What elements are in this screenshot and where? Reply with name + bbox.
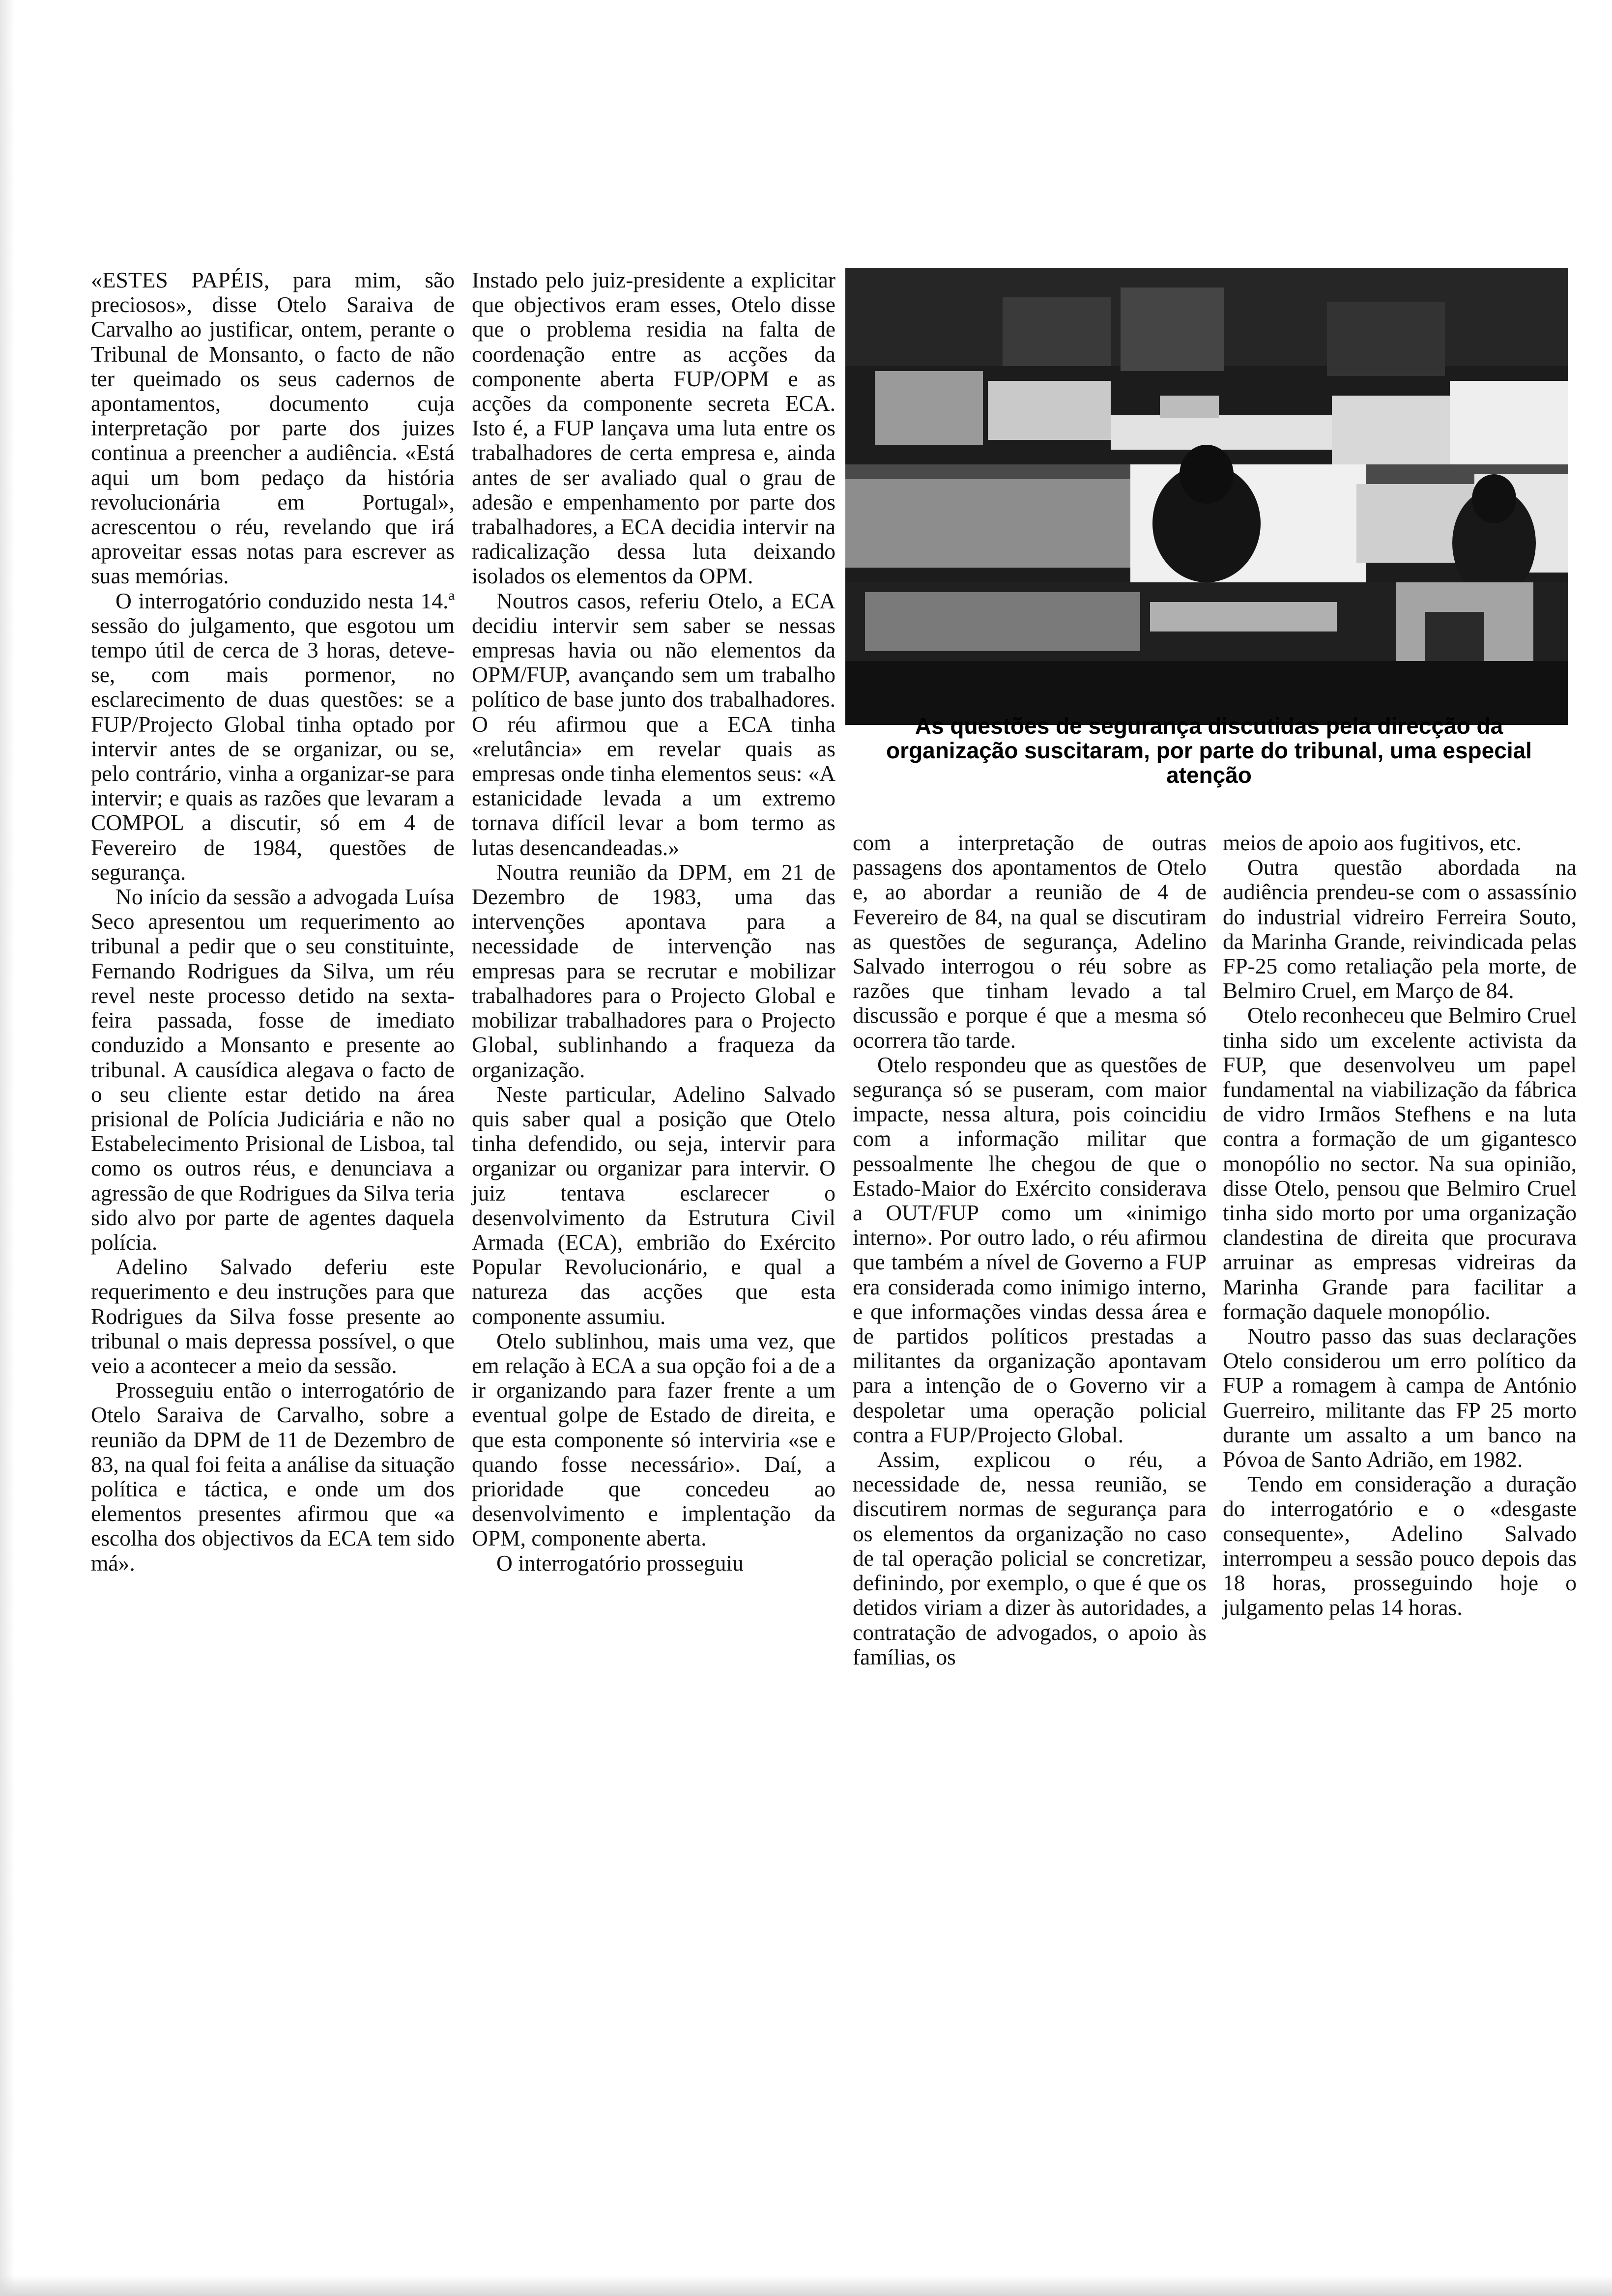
paragraph: Instado pelo juiz-presidente a explicitar que objectivos eram esses, Otelo disse que o problema residia na falta de coordenação entre as acções da componente aberta FUP/OPM e as acções da componente secreta ECA. Isto é, a FUP lançava uma luta entre os trabalhadores de certa empresa e, ainda antes de ser avaliado qual o grau de adesão e empenhamento por parte dos trabalhadores, a ECA decidia intervir na radicalização dessa luta deixando isolados os elementos da OPM. [472,267,835,589]
courtroom-photo [845,268,1568,725]
paragraph: Prosseguiu então o interrogatório de Otelo Saraiva de Carvalho, sobre a reunião da DPM de 11 de Dezembro de 83, na qual foi feita a análise da situação política e táctica, e onde um dos elementos presentes afirmou que «a escolha dos objectivos da ECA tem sido má». [91,1378,455,1576]
scan-edge-bottom [0,2275,1612,2296]
photo-caption: As questões de segurança discutidas pela direcção da organização suscitaram, por parte do tribunal, uma especial atenção [886,713,1532,788]
article-column-3 [853,831,1207,1669]
paragraph: O interrogatório prosseguiu [496,1550,744,1576]
article-column-4 [1223,831,1577,1620]
courtroom-photo-image [845,268,1568,725]
article-column-2 [472,268,835,1576]
paragraph: «ESTES PAPÉIS, para mim, são preciosos», disse Otelo Saraiva de Carvalho ao justificar, ontem, perante o Tribunal de Monsanto, o facto de não ter queimado os seus cadernos de apontamentos, documento cuja interpretação por parte dos juizes continua a preencher a audiência. «Está aqui um bom pedaço da história revolucionária em Portugal», acrescentou o réu, revelando que irá aproveitar essas notas para escrever as suas memórias. [91,267,455,589]
paragraph: Assim, explicou o réu, a necessidade de, nessa reunião, se discutirem normas de segurança para os elementos da organização no caso de tal operação policial se concretizar, definindo, por exemplo, o que é que os detidos viriam a dizer às autoridades, a contratação de advogados, o apoio às famílias, os [853,1447,1207,1669]
article-column-1 [91,268,455,1576]
paragraph: Otelo reconheceu que Belmiro Cruel tinha sido um excelente activista da FUP, que desenvolveu um papel fundamental na viabilização da fábrica de vidro Irmãos Stefhens e na luta contra a formação de um gigantesco monopólio no sector. Na sua opinião, disse Otelo, pensou que Belmiro Cruel tinha sido morto por uma organização clandestina de direita que procurava arruinar as empresas vidreiras da Marinha Grande para facilitar a formação daquele monopólio. [1223,1003,1577,1324]
paragraph: No início da sessão a advogada Luísa Seco apresentou um requerimento ao tribunal a pedir que o seu constituinte, Fernando Rodrigues da Silva, um réu revel neste processo detido na sexta-feira passada, fosse de imediato conduzido a Monsanto e presente ao tribunal. A causídica alegava o facto de o seu cliente estar detido na área prisional de Polícia Judiciária e não no Estabelecimento Prisional de Lisboa, tal como os outros réus, e denunciava a agressão de que Rodrigues da Silva teria sido alvo por parte de agentes daquela polícia. [91,884,455,1255]
scan-edge-left [0,0,15,2296]
paragraph: Outra questão abordada na audiência prendeu-se com o assassínio do industrial vidreiro Ferreira Souto, da Marinha Grande, reivindicada pelas FP-25 como retaliação pela morte, de Belmiro Cruel, em Março de 84. [1223,855,1577,1004]
paragraph: Tendo em consideração a duração do interrogatório e o «desgaste consequente», Adelino Salvado interrompeu a sessão pouco depois das 18 horas, prosseguindo hoje o julgamento pelas 14 horas. [1223,1471,1577,1620]
paragraph: Noutros casos, referiu Otelo, a ECA decidiu intervir sem saber se nessas empresas havia ou não elementos da OPM/FUP, avançando sem um trabalho político de base junto dos trabalhadores. O réu afirmou que a ECA tinha «relutância» em revelar quais as empresas onde tinha elementos seus: «A estanicidade levada a um extremo tornava difícil levar a bom termo as lutas desencandeadas.» [472,588,835,860]
paragraph: com a interpretação de outras passagens dos apontamentos de Otelo e, ao abordar a reunião de 4 de Fevereiro de 84, na qual se discutiram as questões de segurança, Adelino Salvado interrogou o réu sobre as razões que tinham levado a tal discussão e porque é que a mesma só ocorrera tão tarde. [853,830,1207,1053]
paragraph: meios de apoio aos fugitivos, etc. [1223,830,1522,855]
paragraph: Adelino Salvado deferiu este requerimento e deu instruções para que Rodrigues da Silva fosse presente ao tribunal o mais depressa possível, o que veio a acontecer a meio da sessão. [91,1254,455,1378]
paragraph: Noutro passo das suas declarações Otelo considerou um erro político da FUP a romagem à campa de António Guerreiro, militante das FP 25 morto durante um assalto a um banco na Póvoa de Santo Adrião, em 1982. [1223,1323,1577,1472]
paragraph: Neste particular, Adelino Salvado quis saber qual a posição que Otelo tinha defendido, ou seja, intervir para organizar ou organizar para intervir. O juiz tentava esclarecer o desenvolvimento da Estrutura Civil Armada (ECA), embrião do Exército Popular Revolucionário, e qual a natureza das acções que esta componente assumiu. [472,1081,835,1329]
paragraph: Noutra reunião da DPM, em 21 de Dezembro de 1983, uma das intervenções apontava para a necessidade de intervenção nas empresas para se recrutar e mobilizar trabalhadores para o Projecto Global e mobilizar trabalhadores para o Projecto Global, sublinhando a fraqueza da organização. [472,859,835,1082]
paragraph: Otelo sublinhou, mais uma vez, que em relação à ECA a sua opção foi a de a ir organizando para fazer frente a um eventual golpe de Estado de direita, e que esta componente só interviria «se e quando fosse necessário». Daí, a prioridade que concedeu ao desenvolvimento e implentação da OPM, componente aberta. [472,1328,835,1551]
paragraph: O interrogatório conduzido nesta 14.ª sessão do julgamento, que esgotou um tempo útil de cerca de 3 horas, deteve-se, com mais pormenor, no esclarecimento de duas questões: se a FUP/Projecto Global tinha optado por intervir antes de se organizar, ou se, pelo contrário, vinha a organizar-se para intervir; e quais as razões que levaram a COMPOL a discutir, só em 4 de Fevereiro de 1984, questões de segurança. [91,588,455,885]
paragraph: Otelo respondeu que as questões de segurança só se puseram, com maior impacte, nessa altura, pois coincidiu com a informação militar que pessoalmente lhe chegou de que o Estado-Maior do Exército considerava a OUT/FUP como um «inimigo interno». Por outro lado, o réu afirmou que também a nível de Governo a FUP era considerada como inimigo interno, e que informações vindas dessa área e de partidos políticos prestadas a militantes da organização apontavam para a intenção de o Governo vir a despoletar uma operação policial contra a FUP/Projecto Global. [853,1052,1207,1447]
